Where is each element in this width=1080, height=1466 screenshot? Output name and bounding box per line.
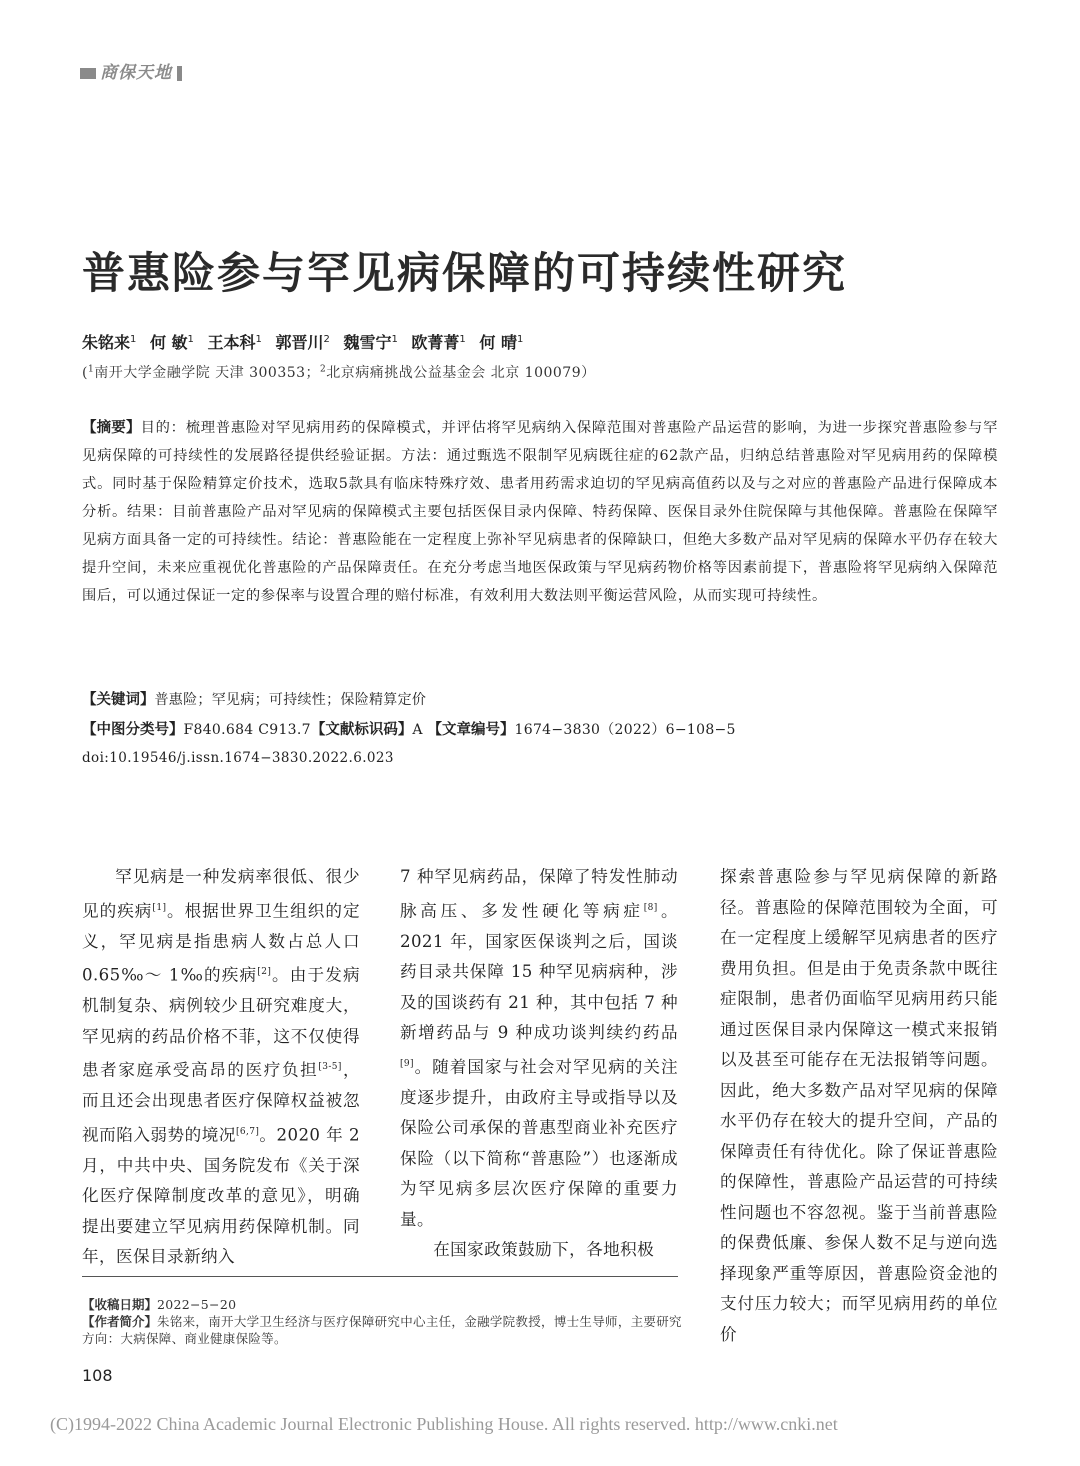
body-text: 7 种罕见病药品，保障了特发性肺动脉高压、多发性硬化等病症 xyxy=(400,867,678,921)
affiliation-paren: ( xyxy=(82,365,88,381)
body-paragraph xyxy=(400,862,678,1235)
keywords-text: 普惠险；罕见病；可持续性；保险精算定价 xyxy=(154,692,427,708)
author-affiliation-mark: 1 xyxy=(391,333,398,345)
doc-code-value: A xyxy=(412,722,423,738)
section-block-icon xyxy=(80,68,96,79)
bio-label: 【作者简介】 xyxy=(82,1314,158,1329)
author-name: 何 敏 xyxy=(149,333,188,352)
body-paragraph xyxy=(82,862,360,1273)
abstract-text: 目的：梳理普惠险对罕见病用药的保障模式，并评估将罕见病纳入保障范围对普惠险产品运营的影响，为进一步探究普惠险参与罕见病保障的可持续性的发展路径提供经验证据。方法：通过甄选不限制罕见病既往症的62款产品，归纳总结普惠险对罕见病用药的保障模式。同时基于保险精算定价技术，选取5款具有临床特殊疗效、患者用药需求迫切的罕见病高值药以及与之对应的普惠险产品进行保障成本分析。结果：目前普惠险产品对罕见病的保障模式主要包括医保目录内保障、特药保障、医保目录外住院保障与其他保障。普惠险在保障罕见病方面具备一定的可持续性。结论：普惠险能在一定程度上弥补罕见病患者的保障缺口，但绝大多数产品对罕见病的保障水平仍存在较大提升空间，未来应重视优化普惠险的产品保障责任。在充分考虑当地医保政策与罕见病药物价格等因素前提下，普惠险将罕见病纳入保障范围后，可以通过保证一定的参保率与设置合理的赔付标准，有效利用大数法则平衡运营风险，从而实现可持续性。 xyxy=(82,420,998,604)
citation: [6,7] xyxy=(235,1126,260,1137)
keywords-label: 【关键词】 xyxy=(82,692,155,708)
doi: doi:10.19546/j.issn.1674−3830.2022.6.023 xyxy=(82,750,394,766)
doc-code-label: 【文献标识码】 xyxy=(310,722,413,738)
author-affiliation-mark: 1 xyxy=(130,333,137,345)
clc-value: F840.684 C913.7 xyxy=(183,722,311,738)
citation: [3-5] xyxy=(318,1062,342,1073)
section-label-text: 商保天地 xyxy=(100,63,172,83)
keywords xyxy=(82,688,426,709)
section-label xyxy=(80,58,182,83)
paper-title: 普惠险参与罕见病保障的可持续性研究 xyxy=(82,249,847,299)
footnote-author-bio xyxy=(82,1313,682,1347)
clc-label: 【中图分类号】 xyxy=(82,722,184,738)
affiliation-mark: 1 xyxy=(87,364,95,375)
body-paragraph: 在国家政策鼓励下，各地积极 xyxy=(433,1240,655,1260)
affiliation-1: 南开大学金融学院 天津 300353； xyxy=(94,365,321,381)
body-text: 。随着国家与社会对罕见病的关注度逐步提升，由政府主导或指导以及保险公司承保的普惠型商业补充医疗保险（以下简称“普惠险”）也逐渐成为罕见病多层次医疗保障的重要力量。 xyxy=(400,1057,678,1229)
body-text: 。2021 年，国家医保谈判之后，国谈药目录共保障 15 种罕见病病种，涉及的国谈药有 21 种，其中包括 7 种新增药品与 9 种成功谈判续约药品 xyxy=(400,901,678,1043)
author-affiliation-mark: 2 xyxy=(323,333,330,345)
author-name: 王本科 xyxy=(207,333,256,352)
citation: [2] xyxy=(257,967,272,978)
article-number-label: 【文章编号】 xyxy=(427,722,515,738)
author-list xyxy=(82,330,531,353)
affiliation-2: 北京病痛挑战公益基金会 北京 100079） xyxy=(326,365,596,381)
body-text: 罕见病是一种发病率很低、很少见的疾病 xyxy=(82,867,360,921)
footnote-received xyxy=(82,1296,682,1313)
body-text: 。由于发病机制复杂、病例较少且研究难度大，罕见病的药品价格不菲，这不仅使得患者家庭承受高昂的医疗负担 xyxy=(82,965,360,1080)
author-affiliation-mark: 1 xyxy=(187,333,194,345)
body-column-2 xyxy=(400,862,678,1266)
affiliations xyxy=(82,362,596,382)
classification-line xyxy=(82,718,736,739)
body-column-3 xyxy=(720,862,998,1350)
page-number: 108 xyxy=(82,1366,113,1385)
author-affiliation-mark: 1 xyxy=(459,333,466,345)
copyright-watermark: (C)1994-2022 China Academic Journal Electronic Publishing House. All rights reserved. http://www.cnki.net xyxy=(50,1414,838,1434)
citation: [9] xyxy=(400,1058,414,1069)
author-name: 欧菁菁 xyxy=(411,333,460,352)
received-value: 2022−5−20 xyxy=(157,1297,237,1312)
footnote-divider xyxy=(82,1276,678,1277)
received-label: 【收稿日期】 xyxy=(82,1297,158,1312)
body-column-1 xyxy=(82,862,360,1273)
abstract xyxy=(82,414,998,610)
body-text: 。2020 年 2 月，中共中央、国务院发布《关于深化医疗保障制度改革的意见》，明确提出要建立罕见病用药保障机制。同年，医保目录新纳入 xyxy=(82,1125,361,1267)
author-name: 郭晋川 xyxy=(275,333,324,352)
body-paragraph: 探索普惠险参与罕见病保障的新路径。普惠险的保障范围较为全面，可在一定程度上缓解罕见病患者的医疗费用负担。但是由于免责条款中既往症限制，患者仍面临罕见病用药只能通过医保目录内保障这一模式来报销以及甚至可能存在无法报销等问题。因此，绝大多数产品对罕见病的保障水平仍存在较大的提升空间，产品的保障责任有待优化。除了保证普惠险的保障性，普惠险产品运营的可持续性问题也不容忽视。鉴于当前普惠险的保费低廉、参保人数不足与逆向选择现象严重等原因，普惠险资金池的支付压力较大；而罕见病用药的单位价 xyxy=(720,867,998,1344)
citation: [1] xyxy=(152,902,167,913)
article-number-value: 1674−3830（2022）6−108−5 xyxy=(514,722,736,738)
author-name: 魏雪宁 xyxy=(343,333,392,352)
body-text: 。根据世界卫生组织的定义，罕见病是指患病人数占总人口 0.65‰～ 1‰的疾病 xyxy=(82,901,360,985)
citation: [8] xyxy=(643,902,658,913)
section-bar-icon xyxy=(177,66,182,81)
bio-value: 朱铭来，南开大学卫生经济与医疗保障研究中心主任，金融学院教授，博士生导师，主要研究方向：大病保障、商业健康保险等。 xyxy=(82,1314,682,1346)
body-text: ，而且还会出现患者医疗保障权益被忽视而陷入弱势的境况 xyxy=(82,1060,361,1145)
affiliation-mark: 2 xyxy=(320,364,327,375)
author-affiliation-mark: 1 xyxy=(516,333,524,345)
author-name: 朱铭来 xyxy=(82,333,131,352)
author-affiliation-mark: 1 xyxy=(255,333,262,345)
abstract-label: 【摘要】 xyxy=(82,420,141,436)
author-name: 何 晴 xyxy=(479,333,517,352)
